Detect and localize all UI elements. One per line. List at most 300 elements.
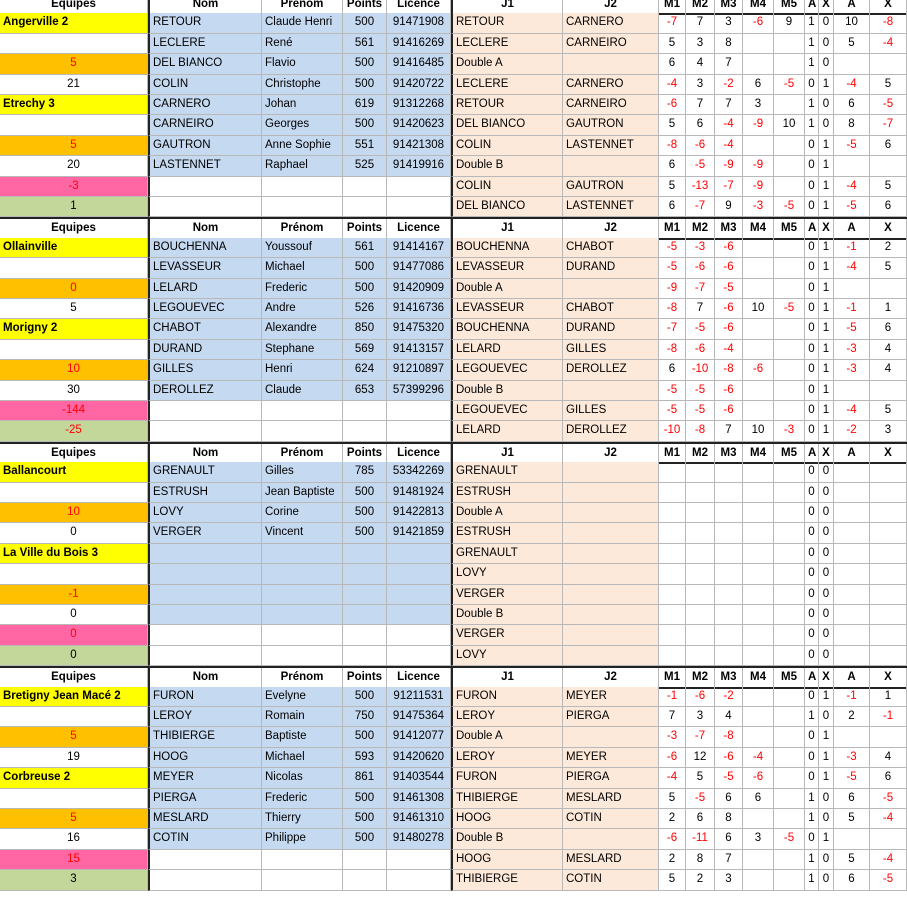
prenom-cell[interactable]: Romain bbox=[262, 707, 343, 727]
a2-cell[interactable] bbox=[834, 483, 870, 503]
set-score-cell[interactable]: -3 bbox=[774, 421, 805, 441]
x-cell[interactable]: 0 bbox=[819, 34, 834, 54]
a2-cell[interactable] bbox=[834, 646, 870, 666]
a-cell[interactable]: 0 bbox=[805, 605, 819, 625]
x2-cell[interactable]: -5 bbox=[870, 789, 907, 809]
licence-cell[interactable] bbox=[387, 605, 451, 625]
j2-cell[interactable] bbox=[563, 585, 659, 605]
set-score-cell[interactable]: -4 bbox=[715, 136, 743, 156]
set-score-cell[interactable] bbox=[715, 544, 743, 564]
team-cell[interactable]: 0 bbox=[0, 279, 148, 299]
a-cell[interactable]: 0 bbox=[805, 544, 819, 564]
j2-cell[interactable] bbox=[563, 829, 659, 849]
points-cell[interactable]: 500 bbox=[343, 789, 387, 809]
set-score-cell[interactable]: 6 bbox=[743, 75, 774, 95]
j1-cell[interactable]: FURON bbox=[451, 687, 563, 707]
prenom-cell[interactable]: Anne Sophie bbox=[262, 136, 343, 156]
a2-cell[interactable]: -4 bbox=[834, 258, 870, 278]
set-score-cell[interactable]: -6 bbox=[686, 687, 715, 707]
team-cell[interactable]: 16 bbox=[0, 829, 148, 849]
x-cell[interactable]: 1 bbox=[819, 360, 834, 380]
j2-cell[interactable]: DEROLLEZ bbox=[563, 421, 659, 441]
set-score-cell[interactable] bbox=[774, 605, 805, 625]
j1-cell[interactable]: ESTRUSH bbox=[451, 523, 563, 543]
j1-cell[interactable]: THIBIERGE bbox=[451, 870, 563, 890]
x2-cell[interactable] bbox=[870, 279, 907, 299]
points-cell[interactable]: 500 bbox=[343, 75, 387, 95]
j2-cell[interactable] bbox=[563, 544, 659, 564]
a-cell[interactable]: 1 bbox=[805, 850, 819, 870]
j1-cell[interactable]: LECLERE bbox=[451, 75, 563, 95]
a-cell[interactable]: 0 bbox=[805, 156, 819, 176]
prenom-cell[interactable] bbox=[262, 421, 343, 441]
set-score-cell[interactable]: 6 bbox=[659, 197, 686, 217]
x2-cell[interactable] bbox=[870, 625, 907, 645]
points-cell[interactable]: 593 bbox=[343, 748, 387, 768]
j1-cell[interactable]: HOOG bbox=[451, 809, 563, 829]
set-score-cell[interactable]: 2 bbox=[659, 809, 686, 829]
j2-cell[interactable]: MEYER bbox=[563, 687, 659, 707]
set-score-cell[interactable]: -5 bbox=[686, 319, 715, 339]
set-score-cell[interactable]: 5 bbox=[659, 870, 686, 890]
set-score-cell[interactable] bbox=[743, 625, 774, 645]
set-score-cell[interactable] bbox=[743, 646, 774, 666]
a-cell[interactable]: 0 bbox=[805, 279, 819, 299]
licence-cell[interactable]: 91416269 bbox=[387, 34, 451, 54]
set-score-cell[interactable] bbox=[774, 870, 805, 890]
x2-cell[interactable] bbox=[870, 829, 907, 849]
team-cell[interactable]: Etrechy 3 bbox=[0, 95, 148, 115]
points-cell[interactable]: 500 bbox=[343, 279, 387, 299]
a-cell[interactable]: 0 bbox=[805, 381, 819, 401]
x2-cell[interactable] bbox=[870, 503, 907, 523]
points-cell[interactable]: 526 bbox=[343, 299, 387, 319]
set-score-cell[interactable]: 8 bbox=[715, 34, 743, 54]
j2-cell[interactable]: CHABOT bbox=[563, 299, 659, 319]
points-cell[interactable]: 525 bbox=[343, 156, 387, 176]
set-score-cell[interactable] bbox=[774, 768, 805, 788]
set-score-cell[interactable] bbox=[774, 279, 805, 299]
team-cell[interactable]: Bretigny Jean Macé 2 bbox=[0, 687, 148, 707]
set-score-cell[interactable]: -10 bbox=[686, 360, 715, 380]
set-score-cell[interactable]: -5 bbox=[774, 75, 805, 95]
prenom-cell[interactable]: Michael bbox=[262, 258, 343, 278]
a-cell[interactable]: 0 bbox=[805, 421, 819, 441]
set-score-cell[interactable]: -6 bbox=[715, 748, 743, 768]
x-cell[interactable]: 0 bbox=[819, 483, 834, 503]
set-score-cell[interactable] bbox=[774, 54, 805, 74]
a-cell[interactable]: 0 bbox=[805, 625, 819, 645]
set-score-cell[interactable]: -9 bbox=[743, 177, 774, 197]
a-cell[interactable]: 1 bbox=[805, 707, 819, 727]
a2-cell[interactable]: -1 bbox=[834, 238, 870, 258]
a-cell[interactable]: 0 bbox=[805, 319, 819, 339]
x-cell[interactable]: 1 bbox=[819, 238, 834, 258]
x-cell[interactable]: 0 bbox=[819, 115, 834, 135]
set-score-cell[interactable]: 2 bbox=[659, 850, 686, 870]
j2-cell[interactable]: COTIN bbox=[563, 809, 659, 829]
licence-cell[interactable] bbox=[387, 401, 451, 421]
set-score-cell[interactable]: -6 bbox=[659, 829, 686, 849]
team-cell[interactable]: 1 bbox=[0, 197, 148, 217]
set-score-cell[interactable]: -6 bbox=[715, 238, 743, 258]
licence-cell[interactable]: 91420909 bbox=[387, 279, 451, 299]
j1-cell[interactable]: LEVASSEUR bbox=[451, 299, 563, 319]
set-score-cell[interactable] bbox=[686, 544, 715, 564]
prenom-cell[interactable]: Claude Henri bbox=[262, 13, 343, 33]
nom-cell[interactable]: MESLARD bbox=[148, 809, 262, 829]
set-score-cell[interactable]: -4 bbox=[715, 115, 743, 135]
licence-cell[interactable]: 91471908 bbox=[387, 13, 451, 33]
x-cell[interactable]: 1 bbox=[819, 381, 834, 401]
team-cell[interactable]: 15 bbox=[0, 850, 148, 870]
set-score-cell[interactable]: 9 bbox=[715, 197, 743, 217]
set-score-cell[interactable] bbox=[743, 727, 774, 747]
x-cell[interactable]: 0 bbox=[819, 95, 834, 115]
licence-cell[interactable]: 57399296 bbox=[387, 381, 451, 401]
j2-cell[interactable]: CHABOT bbox=[563, 238, 659, 258]
set-score-cell[interactable] bbox=[659, 483, 686, 503]
points-cell[interactable]: 551 bbox=[343, 136, 387, 156]
set-score-cell[interactable]: 7 bbox=[715, 850, 743, 870]
team-cell[interactable]: 5 bbox=[0, 299, 148, 319]
set-score-cell[interactable]: -6 bbox=[686, 340, 715, 360]
set-score-cell[interactable]: -7 bbox=[715, 177, 743, 197]
x2-cell[interactable]: 2 bbox=[870, 238, 907, 258]
set-score-cell[interactable]: 5 bbox=[659, 34, 686, 54]
x-cell[interactable]: 1 bbox=[819, 177, 834, 197]
set-score-cell[interactable] bbox=[774, 462, 805, 482]
points-cell[interactable]: 785 bbox=[343, 462, 387, 482]
a-cell[interactable]: 0 bbox=[805, 197, 819, 217]
prenom-cell[interactable]: Alexandre bbox=[262, 319, 343, 339]
set-score-cell[interactable]: -3 bbox=[743, 197, 774, 217]
team-cell[interactable]: -144 bbox=[0, 401, 148, 421]
a2-cell[interactable]: 5 bbox=[834, 850, 870, 870]
nom-cell[interactable] bbox=[148, 197, 262, 217]
set-score-cell[interactable]: 10 bbox=[743, 299, 774, 319]
points-cell[interactable] bbox=[343, 646, 387, 666]
a2-cell[interactable] bbox=[834, 156, 870, 176]
j2-cell[interactable] bbox=[563, 381, 659, 401]
set-score-cell[interactable] bbox=[774, 95, 805, 115]
j2-cell[interactable]: GILLES bbox=[563, 401, 659, 421]
licence-cell[interactable]: 91422813 bbox=[387, 503, 451, 523]
set-score-cell[interactable]: 3 bbox=[715, 13, 743, 33]
set-score-cell[interactable] bbox=[774, 523, 805, 543]
set-score-cell[interactable] bbox=[686, 605, 715, 625]
x2-cell[interactable]: -7 bbox=[870, 115, 907, 135]
set-score-cell[interactable]: -5 bbox=[774, 299, 805, 319]
prenom-cell[interactable]: Michael bbox=[262, 748, 343, 768]
set-score-cell[interactable] bbox=[659, 523, 686, 543]
a2-cell[interactable] bbox=[834, 829, 870, 849]
a-cell[interactable]: 0 bbox=[805, 299, 819, 319]
set-score-cell[interactable]: 8 bbox=[715, 809, 743, 829]
set-score-cell[interactable] bbox=[774, 319, 805, 339]
a-cell[interactable]: 1 bbox=[805, 13, 819, 33]
set-score-cell[interactable] bbox=[743, 605, 774, 625]
x2-cell[interactable]: 4 bbox=[870, 748, 907, 768]
team-cell[interactable]: 10 bbox=[0, 503, 148, 523]
a-cell[interactable]: 0 bbox=[805, 585, 819, 605]
x2-cell[interactable]: -4 bbox=[870, 850, 907, 870]
j2-cell[interactable]: LASTENNET bbox=[563, 136, 659, 156]
set-score-cell[interactable] bbox=[743, 401, 774, 421]
set-score-cell[interactable] bbox=[774, 646, 805, 666]
a-cell[interactable]: 1 bbox=[805, 870, 819, 890]
team-cell[interactable]: 3 bbox=[0, 870, 148, 890]
j1-cell[interactable]: HOOG bbox=[451, 850, 563, 870]
prenom-cell[interactable] bbox=[262, 564, 343, 584]
set-score-cell[interactable]: 7 bbox=[686, 95, 715, 115]
x2-cell[interactable] bbox=[870, 54, 907, 74]
j1-cell[interactable]: Double B bbox=[451, 829, 563, 849]
x-cell[interactable]: 1 bbox=[819, 299, 834, 319]
set-score-cell[interactable]: -5 bbox=[659, 258, 686, 278]
x2-cell[interactable] bbox=[870, 605, 907, 625]
team-cell[interactable] bbox=[0, 564, 148, 584]
set-score-cell[interactable] bbox=[774, 503, 805, 523]
set-score-cell[interactable]: -5 bbox=[774, 197, 805, 217]
licence-cell[interactable]: 91312268 bbox=[387, 95, 451, 115]
prenom-cell[interactable]: Johan bbox=[262, 95, 343, 115]
j1-cell[interactable]: BOUCHENNA bbox=[451, 319, 563, 339]
j2-cell[interactable]: MEYER bbox=[563, 748, 659, 768]
nom-cell[interactable]: GILLES bbox=[148, 360, 262, 380]
x2-cell[interactable]: 6 bbox=[870, 319, 907, 339]
set-score-cell[interactable] bbox=[743, 809, 774, 829]
set-score-cell[interactable] bbox=[743, 258, 774, 278]
team-cell[interactable]: Ballancourt bbox=[0, 462, 148, 482]
x-cell[interactable]: 0 bbox=[819, 585, 834, 605]
set-score-cell[interactable]: -6 bbox=[715, 258, 743, 278]
set-score-cell[interactable]: -5 bbox=[659, 381, 686, 401]
nom-cell[interactable]: VERGER bbox=[148, 523, 262, 543]
set-score-cell[interactable] bbox=[774, 34, 805, 54]
points-cell[interactable]: 500 bbox=[343, 727, 387, 747]
a-cell[interactable]: 0 bbox=[805, 829, 819, 849]
x2-cell[interactable] bbox=[870, 544, 907, 564]
set-score-cell[interactable]: -6 bbox=[715, 319, 743, 339]
team-cell[interactable]: 5 bbox=[0, 727, 148, 747]
set-score-cell[interactable]: -7 bbox=[686, 727, 715, 747]
j2-cell[interactable]: LASTENNET bbox=[563, 197, 659, 217]
nom-cell[interactable]: COLIN bbox=[148, 75, 262, 95]
licence-cell[interactable] bbox=[387, 197, 451, 217]
a2-cell[interactable] bbox=[834, 585, 870, 605]
licence-cell[interactable]: 91416485 bbox=[387, 54, 451, 74]
set-score-cell[interactable] bbox=[686, 503, 715, 523]
nom-cell[interactable]: LASTENNET bbox=[148, 156, 262, 176]
a-cell[interactable]: 0 bbox=[805, 401, 819, 421]
set-score-cell[interactable] bbox=[715, 503, 743, 523]
points-cell[interactable] bbox=[343, 564, 387, 584]
set-score-cell[interactable]: 7 bbox=[715, 421, 743, 441]
a2-cell[interactable]: 6 bbox=[834, 870, 870, 890]
set-score-cell[interactable] bbox=[715, 585, 743, 605]
nom-cell[interactable]: LEVASSEUR bbox=[148, 258, 262, 278]
licence-cell[interactable]: 91461308 bbox=[387, 789, 451, 809]
team-cell[interactable]: Angerville 2 bbox=[0, 13, 148, 33]
a-cell[interactable]: 0 bbox=[805, 136, 819, 156]
x2-cell[interactable]: 5 bbox=[870, 177, 907, 197]
set-score-cell[interactable]: -4 bbox=[715, 340, 743, 360]
x2-cell[interactable]: 5 bbox=[870, 75, 907, 95]
prenom-cell[interactable]: Stephane bbox=[262, 340, 343, 360]
nom-cell[interactable]: LEROY bbox=[148, 707, 262, 727]
prenom-cell[interactable]: Philippe bbox=[262, 829, 343, 849]
licence-cell[interactable] bbox=[387, 177, 451, 197]
a2-cell[interactable]: 10 bbox=[834, 13, 870, 33]
x2-cell[interactable]: 6 bbox=[870, 136, 907, 156]
set-score-cell[interactable] bbox=[743, 54, 774, 74]
set-score-cell[interactable]: 7 bbox=[686, 299, 715, 319]
set-score-cell[interactable]: 5 bbox=[659, 789, 686, 809]
nom-cell[interactable]: LELARD bbox=[148, 279, 262, 299]
j1-cell[interactable]: VERGER bbox=[451, 625, 563, 645]
licence-cell[interactable]: 91412077 bbox=[387, 727, 451, 747]
j1-cell[interactable]: Double A bbox=[451, 279, 563, 299]
prenom-cell[interactable]: Gilles bbox=[262, 462, 343, 482]
a2-cell[interactable]: -1 bbox=[834, 299, 870, 319]
prenom-cell[interactable]: Jean Baptiste bbox=[262, 483, 343, 503]
team-cell[interactable]: 0 bbox=[0, 625, 148, 645]
points-cell[interactable] bbox=[343, 625, 387, 645]
set-score-cell[interactable] bbox=[686, 585, 715, 605]
set-score-cell[interactable]: 3 bbox=[743, 829, 774, 849]
prenom-cell[interactable] bbox=[262, 544, 343, 564]
set-score-cell[interactable] bbox=[743, 34, 774, 54]
team-cell[interactable]: 10 bbox=[0, 360, 148, 380]
a2-cell[interactable]: -4 bbox=[834, 401, 870, 421]
set-score-cell[interactable] bbox=[715, 462, 743, 482]
x2-cell[interactable]: 5 bbox=[870, 401, 907, 421]
j1-cell[interactable]: LEGOUEVEC bbox=[451, 401, 563, 421]
x2-cell[interactable]: 4 bbox=[870, 360, 907, 380]
a2-cell[interactable] bbox=[834, 727, 870, 747]
set-score-cell[interactable] bbox=[774, 258, 805, 278]
j1-cell[interactable]: ESTRUSH bbox=[451, 483, 563, 503]
set-score-cell[interactable]: -6 bbox=[686, 136, 715, 156]
prenom-cell[interactable] bbox=[262, 177, 343, 197]
set-score-cell[interactable]: 8 bbox=[686, 850, 715, 870]
a-cell[interactable]: 0 bbox=[805, 646, 819, 666]
x-cell[interactable]: 0 bbox=[819, 789, 834, 809]
set-score-cell[interactable]: -9 bbox=[743, 115, 774, 135]
j1-cell[interactable]: DEL BIANCO bbox=[451, 197, 563, 217]
licence-cell[interactable]: 91419916 bbox=[387, 156, 451, 176]
nom-cell[interactable]: FURON bbox=[148, 687, 262, 707]
j2-cell[interactable]: DURAND bbox=[563, 258, 659, 278]
set-score-cell[interactable]: -7 bbox=[659, 319, 686, 339]
nom-cell[interactable]: CHABOT bbox=[148, 319, 262, 339]
team-cell[interactable]: 5 bbox=[0, 54, 148, 74]
x2-cell[interactable]: 1 bbox=[870, 299, 907, 319]
prenom-cell[interactable] bbox=[262, 646, 343, 666]
nom-cell[interactable] bbox=[148, 585, 262, 605]
set-score-cell[interactable] bbox=[774, 727, 805, 747]
set-score-cell[interactable] bbox=[743, 462, 774, 482]
set-score-cell[interactable]: -3 bbox=[659, 727, 686, 747]
a2-cell[interactable]: -5 bbox=[834, 319, 870, 339]
licence-cell[interactable]: 91421308 bbox=[387, 136, 451, 156]
x-cell[interactable]: 1 bbox=[819, 687, 834, 707]
a2-cell[interactable]: 6 bbox=[834, 95, 870, 115]
x2-cell[interactable]: 1 bbox=[870, 687, 907, 707]
licence-cell[interactable] bbox=[387, 421, 451, 441]
team-cell[interactable] bbox=[0, 340, 148, 360]
points-cell[interactable] bbox=[343, 197, 387, 217]
prenom-cell[interactable]: Thierry bbox=[262, 809, 343, 829]
team-cell[interactable]: 0 bbox=[0, 646, 148, 666]
licence-cell[interactable]: 91421859 bbox=[387, 523, 451, 543]
x2-cell[interactable] bbox=[870, 646, 907, 666]
j1-cell[interactable]: Double B bbox=[451, 381, 563, 401]
licence-cell[interactable]: 91477086 bbox=[387, 258, 451, 278]
points-cell[interactable]: 500 bbox=[343, 54, 387, 74]
nom-cell[interactable] bbox=[148, 605, 262, 625]
x-cell[interactable]: 0 bbox=[819, 707, 834, 727]
points-cell[interactable]: 500 bbox=[343, 483, 387, 503]
prenom-cell[interactable] bbox=[262, 625, 343, 645]
points-cell[interactable]: 624 bbox=[343, 360, 387, 380]
j1-cell[interactable]: FURON bbox=[451, 768, 563, 788]
set-score-cell[interactable] bbox=[774, 177, 805, 197]
set-score-cell[interactable] bbox=[743, 564, 774, 584]
points-cell[interactable]: 561 bbox=[343, 34, 387, 54]
j1-cell[interactable]: BOUCHENNA bbox=[451, 238, 563, 258]
set-score-cell[interactable] bbox=[743, 523, 774, 543]
j1-cell[interactable]: Double A bbox=[451, 54, 563, 74]
set-score-cell[interactable]: 2 bbox=[686, 870, 715, 890]
j2-cell[interactable] bbox=[563, 279, 659, 299]
j1-cell[interactable]: Double A bbox=[451, 503, 563, 523]
set-score-cell[interactable] bbox=[715, 483, 743, 503]
x-cell[interactable]: 0 bbox=[819, 462, 834, 482]
set-score-cell[interactable]: 7 bbox=[686, 13, 715, 33]
a-cell[interactable]: 0 bbox=[805, 238, 819, 258]
licence-cell[interactable] bbox=[387, 585, 451, 605]
prenom-cell[interactable]: Baptiste bbox=[262, 727, 343, 747]
a2-cell[interactable]: -5 bbox=[834, 768, 870, 788]
licence-cell[interactable] bbox=[387, 870, 451, 890]
set-score-cell[interactable]: -9 bbox=[715, 156, 743, 176]
licence-cell[interactable]: 91210897 bbox=[387, 360, 451, 380]
set-score-cell[interactable] bbox=[774, 564, 805, 584]
points-cell[interactable]: 500 bbox=[343, 829, 387, 849]
j1-cell[interactable]: DEL BIANCO bbox=[451, 115, 563, 135]
set-score-cell[interactable]: -6 bbox=[659, 95, 686, 115]
j2-cell[interactable]: GAUTRON bbox=[563, 177, 659, 197]
set-score-cell[interactable]: 3 bbox=[743, 95, 774, 115]
nom-cell[interactable]: HOOG bbox=[148, 748, 262, 768]
nom-cell[interactable] bbox=[148, 564, 262, 584]
j1-cell[interactable]: LEROY bbox=[451, 707, 563, 727]
set-score-cell[interactable]: -5 bbox=[715, 768, 743, 788]
j2-cell[interactable] bbox=[563, 156, 659, 176]
nom-cell[interactable]: DEROLLEZ bbox=[148, 381, 262, 401]
x2-cell[interactable]: -5 bbox=[870, 870, 907, 890]
j1-cell[interactable]: RETOUR bbox=[451, 95, 563, 115]
nom-cell[interactable] bbox=[148, 421, 262, 441]
prenom-cell[interactable]: Claude bbox=[262, 381, 343, 401]
set-score-cell[interactable]: -6 bbox=[743, 768, 774, 788]
team-cell[interactable]: 20 bbox=[0, 156, 148, 176]
prenom-cell[interactable]: Frederic bbox=[262, 789, 343, 809]
j2-cell[interactable]: MESLARD bbox=[563, 789, 659, 809]
j2-cell[interactable]: CARNEIRO bbox=[563, 34, 659, 54]
